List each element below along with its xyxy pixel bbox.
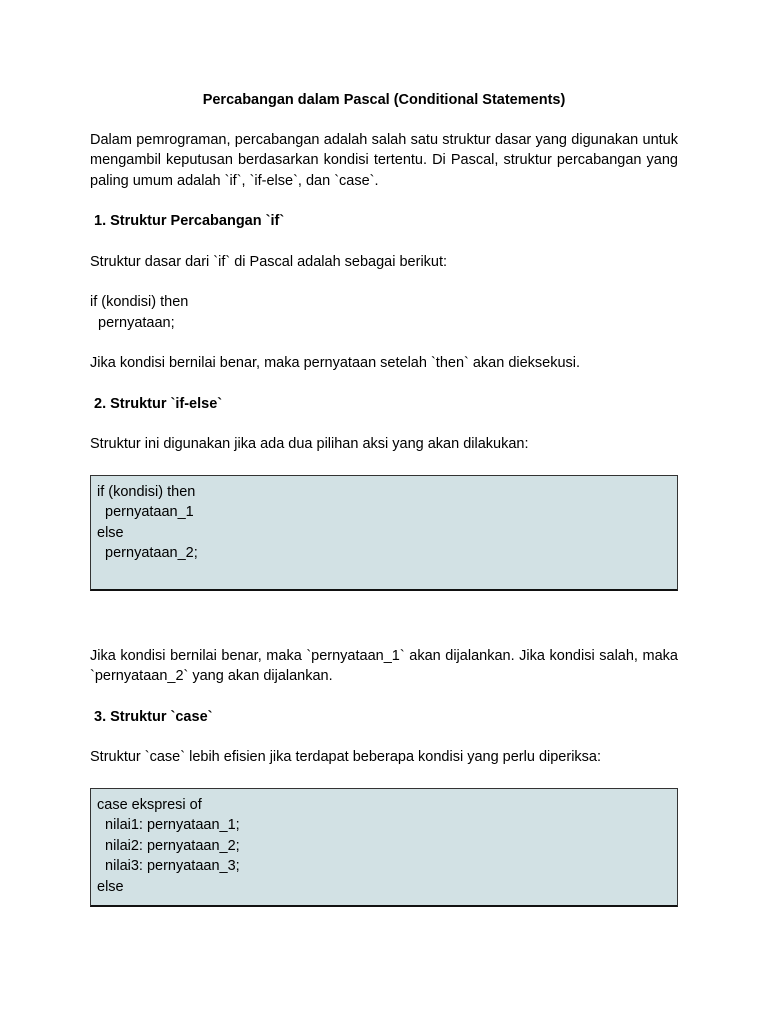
section-3-heading: 3. Struktur `case` (94, 708, 213, 725)
section-1-after: Jika kondisi bernilai benar, maka pernyataan setelah `then` akan dieksekusi. (90, 355, 581, 371)
code-line: if (kondisi) then (90, 294, 189, 310)
section-2-after: Jika kondisi bernilai benar, maka `pernyataan_1` akan dijalankan. Jika kondisi salah, maka `pernyataan_2` yang akan dijalankan. (90, 647, 678, 684)
document-title: Percabangan dalam Pascal (Conditional Statements) (202, 92, 566, 108)
intro-paragraph: Dalam pemrograman, percabangan adalah salah satu struktur dasar yang digunakan untuk mengambil keputusan berdasarkan kondisi tertentu. Di Pascal, struktur percabangan yang paling umum adalah `if`, `if-else`, dan `case`. (90, 131, 678, 189)
section-2-heading: 2. Struktur `if-else` (94, 395, 223, 412)
section-2-code-box (90, 475, 678, 591)
document-page (90, 90, 678, 907)
code-line: else (97, 524, 124, 541)
section-3-code-box (90, 788, 678, 907)
section-1-text: Struktur dasar dari `if` di Pascal adalah sebagai berikut: (90, 253, 448, 270)
section-1-code (90, 292, 678, 333)
code-line: pernyataan_1 (97, 504, 194, 520)
code-line: pernyataan; (90, 314, 175, 331)
section-3-text: Struktur `case` lebih efisien jika terdapat beberapa kondisi yang perlu diperiksa: (90, 749, 602, 765)
code-line: case ekspresi of (97, 796, 202, 813)
section-1-heading: 1. Struktur Percabangan `if` (94, 213, 285, 229)
code-line: pernyataan_2; (97, 545, 198, 561)
code-line: nilai3: pernyataan_3; (97, 858, 240, 874)
code-line: nilai2: pernyataan_2; (97, 837, 240, 854)
code-line: nilai1: pernyataan_1; (97, 817, 240, 833)
code-line: else (97, 878, 124, 895)
code-line: if (kondisi) then (97, 483, 196, 500)
section-2-text: Struktur ini digunakan jika ada dua pilihan aksi yang akan dilakukan: (90, 436, 529, 452)
